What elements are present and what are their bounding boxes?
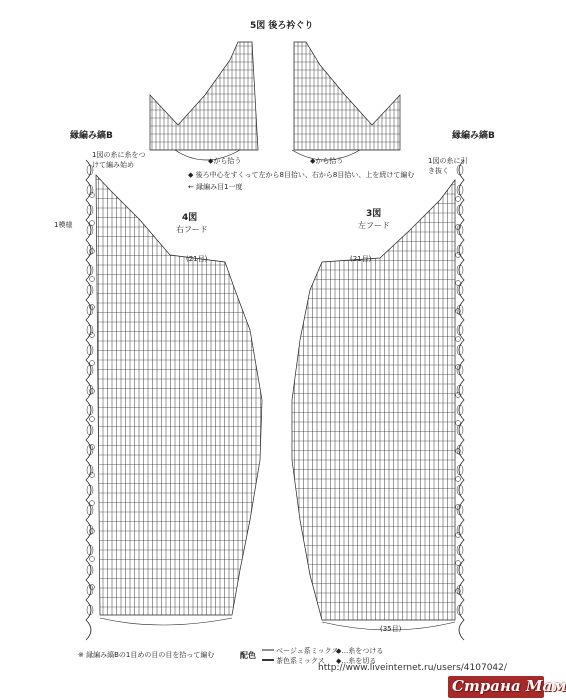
- figure3-name: 左フード: [358, 221, 390, 230]
- row-number-circle: [456, 421, 461, 426]
- edging-left-strip: [86, 160, 91, 640]
- row-number-circle: [456, 337, 461, 342]
- figure3-bottom-count: (35目): [380, 625, 402, 633]
- figure5-title: 5図 後ろ衿ぐり: [250, 21, 314, 31]
- row-number-circle: [90, 361, 95, 366]
- legend-item1: ベージュ系ミックス: [276, 647, 339, 655]
- row-number-circle: [90, 417, 95, 422]
- row-number-circle: [456, 197, 461, 202]
- edging-left-note: 1図の糸に糸をつけて編み始め: [92, 151, 146, 169]
- row-number-circle: [456, 561, 461, 566]
- row-number-circle: [90, 501, 95, 506]
- edging-right-title: 縁編み縞B: [452, 131, 495, 141]
- figure3-count: (21目): [350, 255, 372, 263]
- figure5-right-wedge: [290, 38, 404, 152]
- legend-title: 配色: [240, 651, 256, 660]
- footer-note: ※ 縁編み縞Bの1目めの目の目を拾って編む: [78, 651, 215, 659]
- row-number-circle: [90, 557, 95, 562]
- row-number-circle: [90, 389, 95, 394]
- row-number-circle: [456, 477, 461, 482]
- figure5-note2: ← 縁編み目1一度: [188, 183, 243, 191]
- row-number-circle: [90, 529, 95, 534]
- legend-symbol1: ◆…糸をつける: [336, 647, 384, 655]
- row-number-circle: [456, 449, 461, 454]
- legend-symbol2: ◆…糸を切る: [336, 657, 377, 665]
- figure4-number: 4図: [182, 213, 198, 223]
- figure4-count: (21目): [186, 255, 208, 263]
- source-url: http://www.liveinternet.ru/users/4107042/: [318, 663, 507, 673]
- figure3-panel: [290, 175, 458, 625]
- figure5-mark-right: ◆から拾う: [310, 157, 344, 165]
- row-number-circle: [456, 309, 461, 314]
- figure4-panel: [94, 170, 262, 620]
- watermark-logo: Страна Мам: [452, 677, 566, 695]
- figure4-name: 右フード: [176, 225, 208, 234]
- legend-item2: 茶色系ミックス: [276, 657, 325, 665]
- edging-right-note: 1図の糸に引き抜く: [428, 157, 468, 175]
- figure5-note1: ◆ 後ろ中心をすくって左から8目拾い、右から8目拾い、上を続けて編む: [188, 171, 415, 179]
- row-number-circle: [456, 281, 461, 286]
- row-number-circle: [456, 589, 461, 594]
- row-number-circle: [90, 221, 95, 226]
- edging-left-title: 縁編み縞B: [70, 131, 113, 141]
- edging-left-repeat-label: 1模様: [54, 221, 73, 229]
- edging-right-strip: [459, 160, 464, 640]
- figure4-bottom-edge: [100, 618, 232, 625]
- figure5-mark-left: ◆から拾う: [208, 157, 242, 165]
- row-number-circle: [90, 249, 95, 254]
- figure3-number: 3図: [366, 209, 382, 219]
- figure3-panel-outline: [292, 180, 455, 620]
- row-number-circle: [90, 277, 95, 282]
